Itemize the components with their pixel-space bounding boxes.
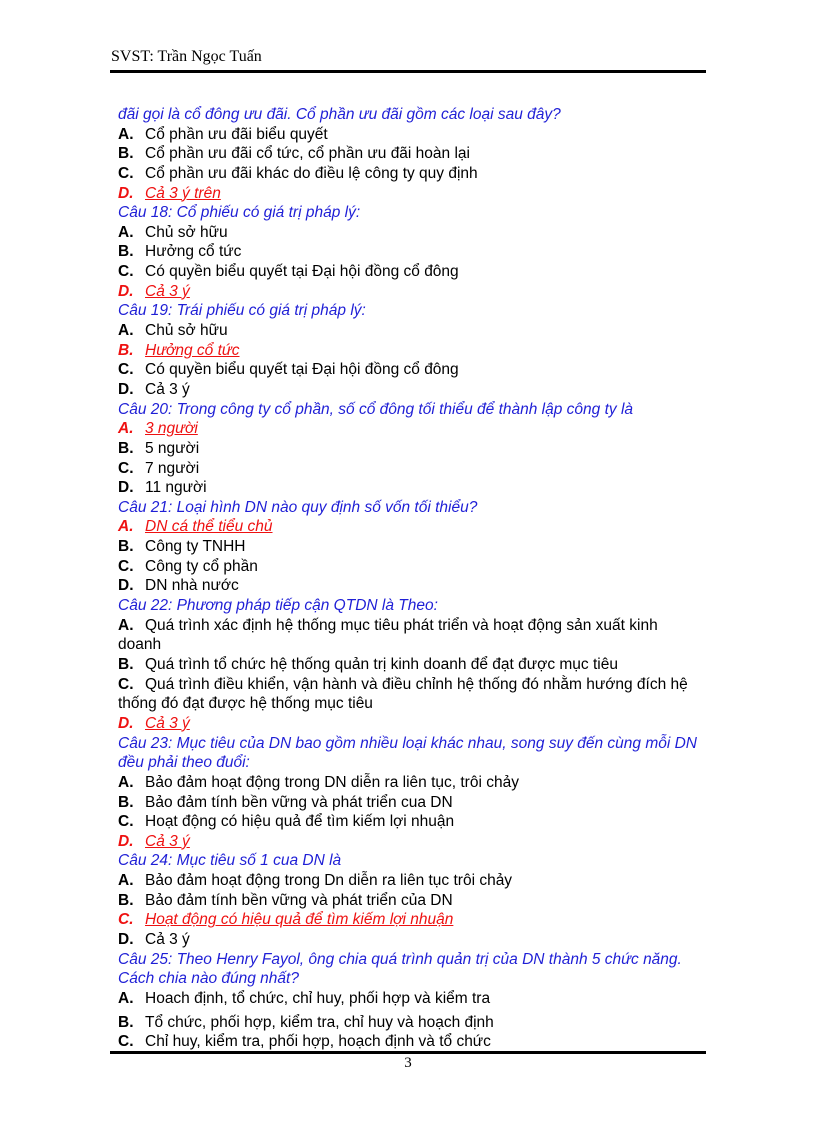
correct-answer: A. DN cá thể tiểu chủ xyxy=(118,518,273,536)
answer-option: D. DN nhà nước xyxy=(118,577,239,595)
answer-option: B. Hưởng cổ tức xyxy=(118,243,242,261)
correct-answer: D. Cả 3 ý xyxy=(118,282,190,300)
answer-option: B. Công ty TNHH xyxy=(118,538,246,556)
answer-option: A. Bảo đảm hoạt động trong DN diễn ra liên tục, trôi chảy xyxy=(118,773,519,791)
page-content xyxy=(118,105,700,1052)
answer-option: C. Có quyền biểu quyết tại Đại hội đồng cổ đông xyxy=(118,361,459,379)
answer-option: D. Cả 3 ý xyxy=(118,380,190,398)
question-heading: Câu 25: Theo Henry Fayol, ông chia quá trình quản trị của DN thành 5 chức năng. Cách chia nào đúng nhất? xyxy=(118,950,682,988)
correct-answer: A. 3 người xyxy=(118,420,198,438)
answer-option: B. Quá trình tổ chức hệ thống quản trị kinh doanh để đạt được mục tiêu xyxy=(118,655,618,673)
answer-option: A. Chủ sở hữu xyxy=(118,322,228,340)
answer-option: B. Cổ phần ưu đãi cổ tức, cổ phần ưu đãi hoàn lại xyxy=(118,145,470,163)
question-heading: Câu 20: Trong công ty cổ phần, số cổ đông tối thiểu để thành lập công ty là xyxy=(118,400,634,418)
page-header: SVST: Trần Ngọc Tuấn xyxy=(111,48,262,65)
answer-option: C. Hoạt động có hiệu quả để tìm kiếm lợi nhuận xyxy=(118,813,455,831)
answer-option: A. Cổ phần ưu đãi biểu quyết xyxy=(118,125,328,143)
question-heading: Câu 19: Trái phiếu có giá trị pháp lý: xyxy=(118,302,366,320)
answer-option: D. 11 người xyxy=(118,479,207,497)
answer-option: B. Bảo đảm tính bền vững và phát triển cua DN xyxy=(118,793,453,811)
footer-divider xyxy=(110,1051,706,1054)
question-text: đãi gọi là cổ đông ưu đãi. Cổ phần ưu đãi gồm các loại sau đây? xyxy=(118,106,561,123)
answer-option: C. Cổ phần ưu đãi khác do điều lệ công ty quy định xyxy=(118,164,478,182)
question-heading: Câu 24: Mục tiêu số 1 cua DN là xyxy=(118,852,342,870)
answer-option: A. Quá trình xác định hệ thống mục tiêu phát triển và hoạt động sản xuất kinh doanh xyxy=(118,616,658,654)
answer-option: A. Chủ sở hữu xyxy=(118,223,228,241)
question-heading: Câu 21: Loại hình DN nào quy định số vốn tối thiểu? xyxy=(118,498,478,516)
header-divider xyxy=(110,70,706,73)
correct-answer: D. Cả 3 ý xyxy=(118,832,190,850)
answer-option: C. Chỉ huy, kiểm tra, phối hợp, hoạch định và tổ chức xyxy=(118,1033,491,1051)
answer-option: B. Tổ chức, phối hợp, kiểm tra, chỉ huy và hoạch định xyxy=(118,1013,494,1031)
answer-option: C. Quá trình điều khiển, vận hành và điều chỉnh hệ thống đó nhằm hướng đích hệ thống đó đạt được hệ thống mục tiêu xyxy=(118,675,688,713)
correct-answer: B. Hưởng cổ tức xyxy=(118,341,240,359)
correct-answer: D. Cả 3 ý xyxy=(118,714,190,732)
answer-option: D. Cả 3 ý xyxy=(118,931,190,948)
answer-option: B. 5 người xyxy=(118,439,200,457)
correct-answer: D. Cả 3 ý trên xyxy=(118,184,221,202)
answer-option: C. Công ty cổ phần xyxy=(118,557,258,575)
answer-option: A. Hoach định, tổ chức, chỉ huy, phối hợp và kiểm tra xyxy=(118,989,491,1007)
question-heading: Câu 23: Mục tiêu của DN bao gồm nhiều loại khác nhau, song suy đến cùng mỗi DN đều phải theo đuổi: xyxy=(118,734,698,772)
page-number: 3 xyxy=(404,1055,412,1071)
answer-option: A. Bảo đảm hoạt động trong Dn diễn ra liên tục trôi chảy xyxy=(118,872,513,890)
question-heading: Câu 18: Cổ phiếu có giá trị pháp lý: xyxy=(118,204,361,222)
question-heading: Câu 22: Phương pháp tiếp cận QTDN là Theo: xyxy=(118,597,438,615)
answer-option: C. Có quyền biểu quyết tại Đại hội đồng cổ đông xyxy=(118,263,459,281)
correct-answer: C. Hoạt động có hiệu quả để tìm kiếm lợi nhuận xyxy=(118,911,454,929)
answer-option: C. 7 người xyxy=(118,459,200,477)
answer-option: B. Bảo đảm tính bền vững và phát triển của DN xyxy=(118,891,453,909)
